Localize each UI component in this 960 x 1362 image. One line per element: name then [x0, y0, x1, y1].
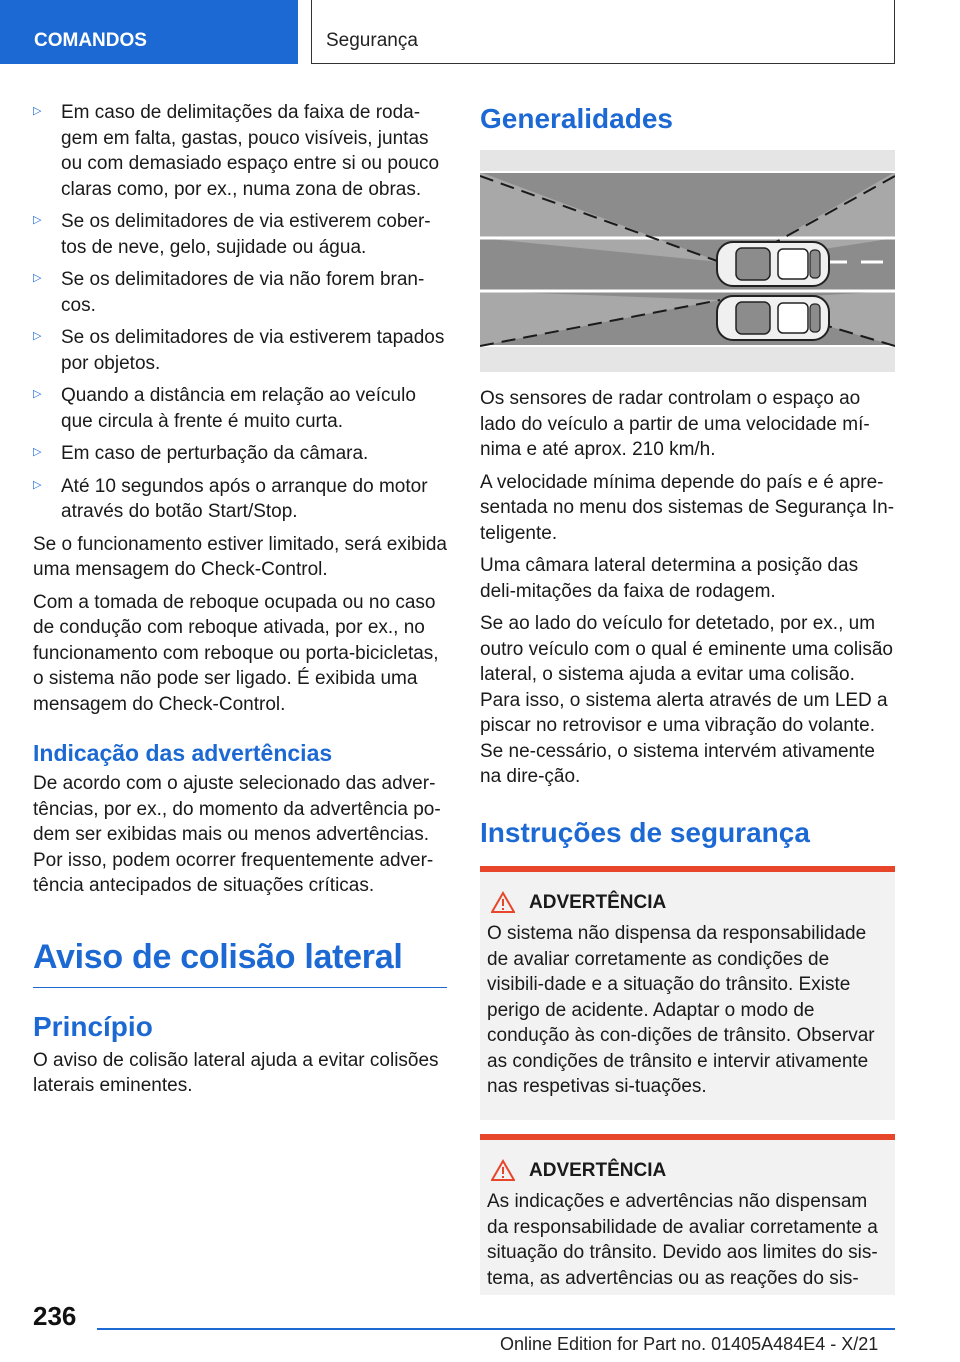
- list-item: ▷ Se os delimitadores de via não forem bran-cos.: [33, 269, 425, 316]
- car-icon: [717, 242, 829, 286]
- warning-title: ADVERTÊNCIA: [487, 890, 887, 916]
- right-column: [480, 102, 895, 1309]
- triangle-bullet-icon: ▷: [33, 446, 42, 458]
- paragraph: De acordo com o ajuste selecionado das adver-tências, por ex., do momento da advertência po-dem ser exibidas mais ou menos advertências. Por isso, podem ocorrer frequentemente adver-tência antecipados de situações críticas.: [33, 773, 441, 896]
- triangle-bullet-icon: ▷: [33, 478, 42, 491]
- warning-triangle-icon: [491, 1159, 515, 1181]
- warning-text: As indicações e advertências não dispensam da responsabilidade de avaliar corretamente a situação do trânsito. Devido aos limites do sis-tema, as advertências ou as reações do sis-: [487, 1191, 878, 1289]
- warning-text: O sistema não dispensa da responsabilidade de avaliar corretamente as condições de visibili-dade e a situação do trânsito. Existe perigo de acidente. Adaptar o modo de condução às con-dições de trânsito. Observar as condições de trânsito e intervir ativamente nas respetivas si-tuações.: [487, 923, 875, 1097]
- triangle-bullet-icon: ▷: [33, 388, 42, 400]
- edition-note: Online Edition for Part no. 01405A484E4 - X/21: [500, 1334, 879, 1354]
- paragraph: A velocidade mínima depende do país e é apre-sentada no menu dos sistemas de Segurança In-teligente.: [480, 471, 895, 544]
- triangle-bullet-icon: ▷: [33, 272, 42, 284]
- subheading-indicacao: Indicação das advertências: [33, 740, 333, 766]
- list-item: ▷ Em caso de perturbação da câmara.: [33, 443, 369, 464]
- radar-illustration: [480, 150, 895, 372]
- heading-instrucoes: Instruções de segurança: [480, 816, 810, 848]
- page-number: 236: [33, 1301, 77, 1331]
- road-diagram: [480, 150, 895, 372]
- paragraph: Uma câmara lateral determina a posição das deli-mitações da faixa de rodagem.: [480, 555, 859, 602]
- chapter-tab: COMANDOS: [0, 0, 298, 64]
- heading-principio: Princípio: [33, 1010, 153, 1042]
- car-icon: [717, 296, 829, 340]
- warning-title: ADVERTÊNCIA: [487, 1158, 887, 1184]
- list-item: ▷ Em caso de delimitações da faixa de roda-gem em falta, gastas, pouco visíveis, juntas ou com demasiado espaço entre si ou pouco claras como, por ex., numa zona de obras.: [33, 102, 440, 200]
- left-column: [33, 100, 447, 1106]
- paragraph: Se ao lado do veículo for detetado, por ex., um outro veículo com o qual é eminente uma colisão lateral, o sistema ajuda a evitar uma colisão. Para isso, o sistema alerta através de um LED a piscar no retrovisor e uma vibração do volante. Se ne-cessário, o sistema intervém ativamente na dire-ção.: [480, 613, 893, 787]
- paragraph: Os sensores de radar controlam o espaço ao lado do veículo a partir de uma velocidade mí-nima e até aprox. 210 km/h.: [480, 388, 870, 460]
- triangle-bullet-icon: ▷: [33, 330, 42, 342]
- list-item: ▷ Se os delimitadores de via estiverem tapados por objetos.: [33, 327, 445, 374]
- section-title: Segurança: [311, 0, 895, 64]
- chapter-heading: Aviso de colisão lateral: [33, 937, 447, 988]
- paragraph: O aviso de colisão lateral ajuda a evitar colisões laterais eminentes.: [33, 1049, 439, 1096]
- triangle-bullet-icon: ▷: [33, 214, 42, 226]
- warning-triangle-icon: [491, 891, 515, 913]
- triangle-bullet-icon: ▷: [33, 105, 42, 117]
- heading-generalidades: Generalidades: [480, 103, 673, 134]
- warning-box: [480, 866, 895, 1120]
- footer-divider: [97, 1328, 895, 1330]
- paragraph: Com a tomada de reboque ocupada ou no caso de condução com reboque ativada, por ex., no funcionamento com reboque ou porta-bicicletas, o sistema não pode ser ligado. É exibida uma mensagem do Check-Control.: [33, 591, 439, 715]
- list-item: ▷ Se os delimitadores de via estiverem cober-tos de neve, gelo, sujidade ou água.: [33, 211, 431, 258]
- list-item: ▷ Até 10 segundos após o arranque do motor através do botão Start/Stop.: [33, 475, 428, 522]
- warning-box: [480, 1134, 895, 1296]
- list-item: ▷ Quando a distância em relação ao veículo que circula à frente é muito curta.: [33, 385, 416, 432]
- paragraph: Se o funcionamento estiver limitado, será exibida uma mensagem do Check-Control.: [33, 533, 448, 580]
